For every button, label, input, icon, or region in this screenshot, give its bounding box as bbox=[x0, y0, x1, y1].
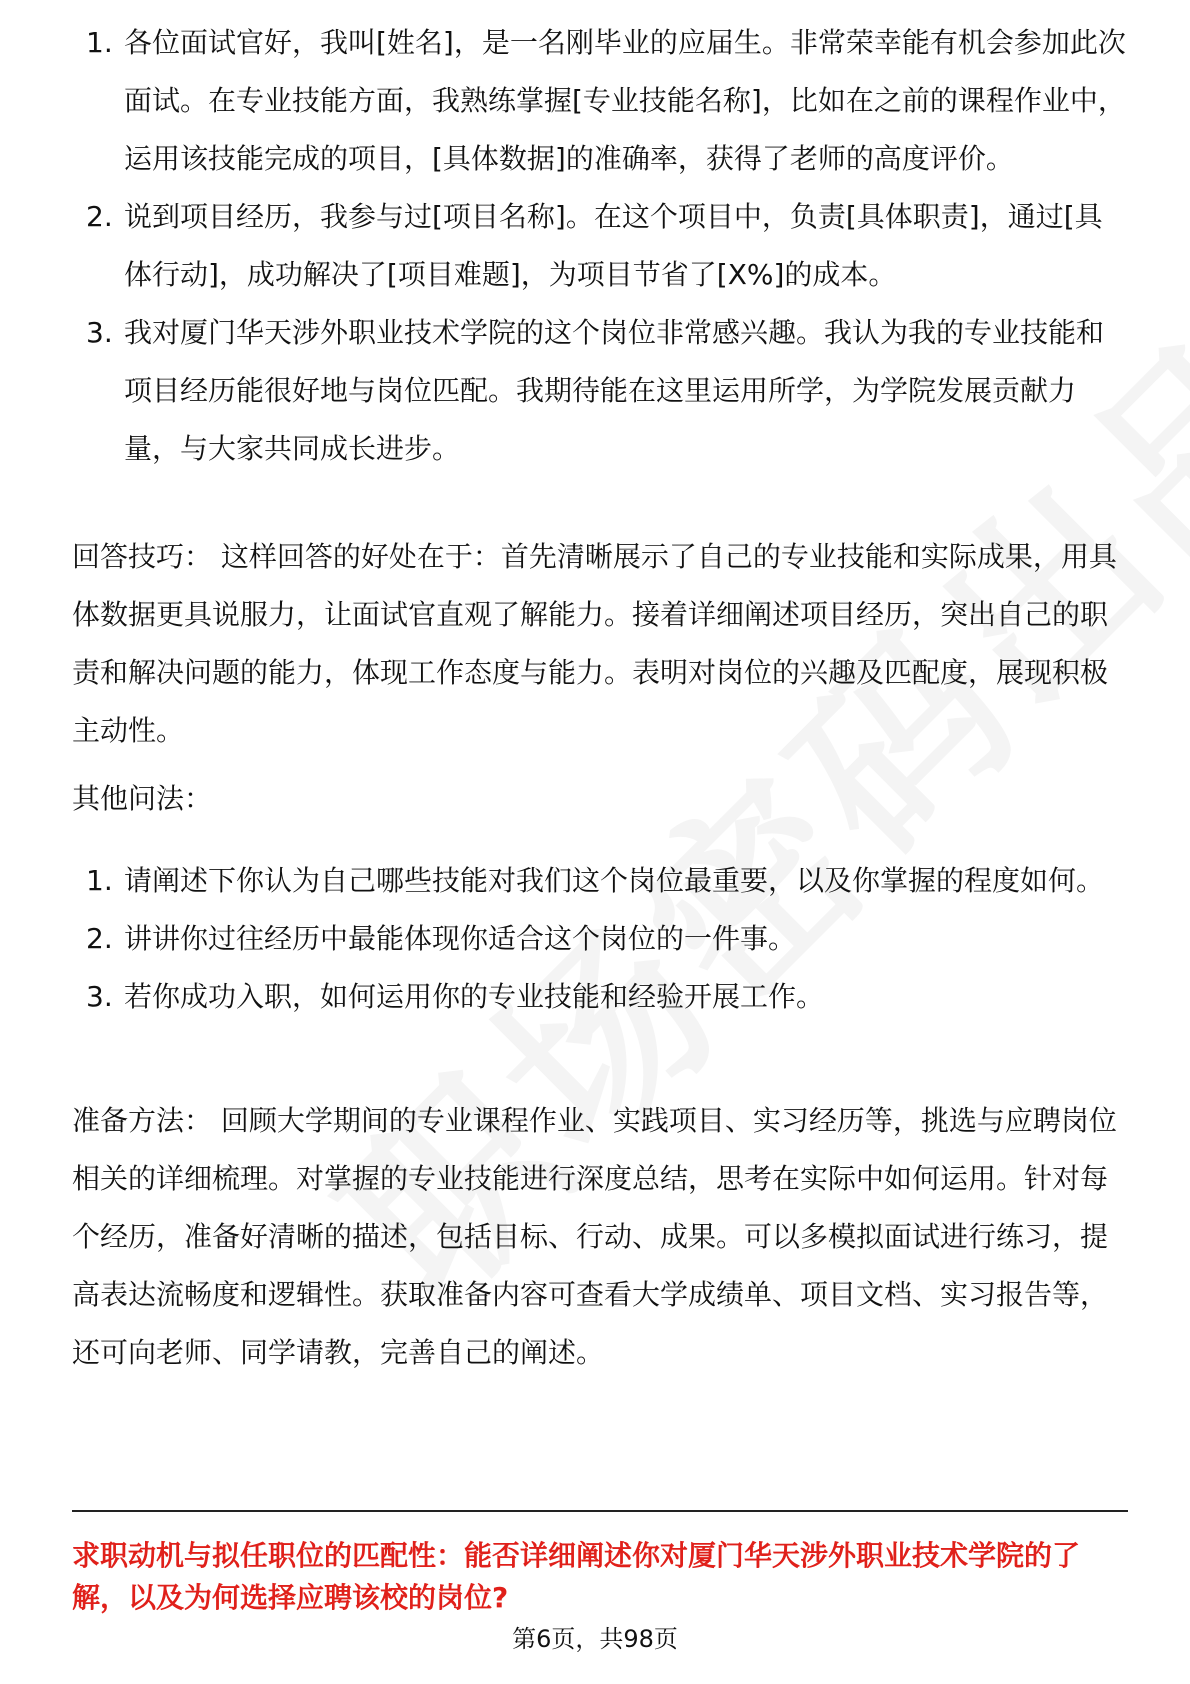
answer-list bbox=[72, 14, 1128, 478]
other-questions-heading: 其他问法： bbox=[72, 782, 213, 815]
list-item: 3. 若你成功入职，如何运用你的专业技能和经验开展工作。 bbox=[86, 980, 825, 1013]
list-item: 2. 讲讲你过往经历中最能体现你适合这个岗位的一件事。 bbox=[86, 922, 797, 955]
preparation-method: 准备方法： 回顾大学期间的专业课程作业、实践项目、实习经历等，挑选与应聘岗位相关的详细梳理。对掌握的专业技能进行深度总结，思考在实际中如何运用。针对每个经历，准备好清晰的描述，包括目标、行动、成果。可以多模拟面试进行练习，提高表达流畅度和逻辑性。获取准备内容可查看大学成绩单、项目文档、实习报告等，还可向老师、同学请教，完善自己的阐述。 bbox=[72, 1104, 1117, 1369]
list-item: 1. 各位面试官好，我叫[姓名]，是一名刚毕业的应届生。非常荣幸能有机会参加此次面试。在专业技能方面，我熟练掌握[专业技能名称]，比如在之前的课程作业中，运用该技能完成的项目，[具体数据]的准确率，获得了老师的高度评价。 bbox=[86, 26, 1126, 175]
list-item: 2. 说到项目经历，我参与过[项目名称]。在这个项目中，负责[具体职责]，通过[具体行动]，成功解决了[项目难题]，为项目节省了[X%]的成本。 bbox=[86, 200, 1103, 291]
page-footer: 第6页，共98页 bbox=[512, 1625, 678, 1653]
section-divider bbox=[72, 1510, 1128, 1512]
list-item: 3. 我对厦门华天涉外职业技术学院的这个岗位非常感兴趣。我认为我的专业技能和项目经历能很好地与岗位匹配。我期待能在这里运用所学，为学院发展贡献力量，与大家共同成长进步。 bbox=[86, 316, 1105, 465]
next-question-title: 求职动机与拟任职位的匹配性：能否详细阐述你对厦门华天涉外职业技术学院的了解，以及为何选择应聘该校的岗位? bbox=[72, 1539, 1081, 1614]
answer-tips: 回答技巧： 这样回答的好处在于：首先清晰展示了自己的专业技能和实际成果，用具体数据更具说服力，让面试官直观了解能力。接着详细阐述项目经历，突出自己的职责和解决问题的能力，体现工作态度与能力。表明对岗位的兴趣及匹配度，展现积极主动性。 bbox=[72, 540, 1117, 747]
other-questions-list bbox=[72, 852, 1128, 1026]
list-item: 1. 请阐述下你认为自己哪些技能对我们这个岗位最重要，以及你掌握的程度如何。 bbox=[86, 864, 1105, 897]
